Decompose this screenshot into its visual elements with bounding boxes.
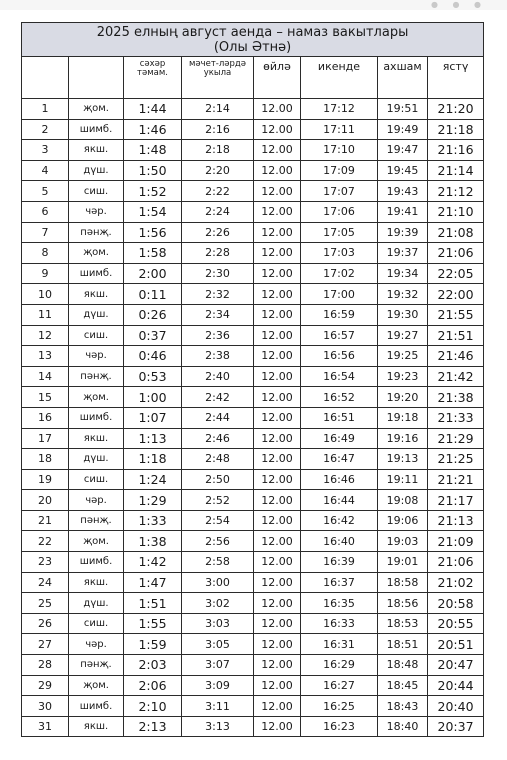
oylya-time-cell: 12.00	[254, 428, 301, 449]
weekday-cell: шимб.	[69, 552, 124, 573]
mosque-time-cell: 2:26	[182, 222, 254, 243]
mosque-time-cell: 3:00	[182, 572, 254, 593]
oylya-time-cell: 12.00	[254, 449, 301, 470]
mosque-time-cell: 2:30	[182, 263, 254, 284]
sahar-time-cell: 1:51	[124, 593, 182, 614]
ikende-time-cell: 16:56	[301, 346, 378, 367]
sahar-time-cell: 2:13	[124, 716, 182, 737]
day-number-cell: 31	[22, 716, 69, 737]
mosque-time-cell: 2:36	[182, 325, 254, 346]
mosque-time-cell: 2:34	[182, 304, 254, 325]
header-num	[22, 57, 69, 99]
weekday-cell: җом.	[69, 675, 124, 696]
ahsham-time-cell: 19:32	[378, 284, 428, 305]
yastu-time-cell: 21:21	[428, 469, 484, 490]
mosque-time-cell: 2:32	[182, 284, 254, 305]
weekday-cell: шимб.	[69, 263, 124, 284]
day-number-cell: 6	[22, 201, 69, 222]
weekday-cell: якш.	[69, 284, 124, 305]
table-row	[22, 675, 484, 696]
table-title	[22, 23, 484, 57]
toolbar-dots-icon: ● ● ●	[430, 0, 487, 9]
table-row	[22, 284, 484, 305]
oylya-time-cell: 12.00	[254, 263, 301, 284]
table-row	[22, 531, 484, 552]
ikende-time-cell: 16:31	[301, 634, 378, 655]
ikende-time-cell: 16:23	[301, 716, 378, 737]
weekday-cell: чәр.	[69, 634, 124, 655]
weekday-cell: сиш.	[69, 613, 124, 634]
mosque-time-cell: 3:07	[182, 655, 254, 676]
ahsham-time-cell: 18:53	[378, 613, 428, 634]
oylya-time-cell: 12.00	[254, 222, 301, 243]
mosque-time-cell: 3:09	[182, 675, 254, 696]
weekday-cell: сиш.	[69, 469, 124, 490]
ahsham-time-cell: 19:16	[378, 428, 428, 449]
weekday-cell: якш.	[69, 716, 124, 737]
weekday-cell: сиш.	[69, 325, 124, 346]
mosque-time-cell: 2:58	[182, 552, 254, 573]
sahar-time-cell: 1:07	[124, 407, 182, 428]
yastu-time-cell: 21:10	[428, 201, 484, 222]
sahar-time-cell: 1:48	[124, 140, 182, 161]
sahar-time-cell: 0:37	[124, 325, 182, 346]
mosque-time-cell: 2:18	[182, 140, 254, 161]
weekday-cell: якш.	[69, 428, 124, 449]
oylya-time-cell: 12.00	[254, 716, 301, 737]
oylya-time-cell: 12.00	[254, 531, 301, 552]
ahsham-time-cell: 19:37	[378, 243, 428, 264]
ahsham-time-cell: 19:08	[378, 490, 428, 511]
ahsham-time-cell: 19:45	[378, 160, 428, 181]
yastu-time-cell: 21:25	[428, 449, 484, 470]
weekday-cell: җом.	[69, 531, 124, 552]
yastu-time-cell: 22:00	[428, 284, 484, 305]
yastu-time-cell: 20:51	[428, 634, 484, 655]
ahsham-time-cell: 19:27	[378, 325, 428, 346]
oylya-time-cell: 12.00	[254, 160, 301, 181]
ahsham-time-cell: 19:06	[378, 510, 428, 531]
sahar-time-cell: 1:29	[124, 490, 182, 511]
ikende-time-cell: 16:33	[301, 613, 378, 634]
table-row	[22, 181, 484, 202]
top-strip	[0, 0, 507, 10]
sahar-time-cell: 1:13	[124, 428, 182, 449]
weekday-cell: дүш.	[69, 160, 124, 181]
weekday-cell: дүш.	[69, 304, 124, 325]
sahar-time-cell: 0:46	[124, 346, 182, 367]
weekday-cell: шимб.	[69, 119, 124, 140]
sahar-time-cell: 1:18	[124, 449, 182, 470]
ikende-time-cell: 17:05	[301, 222, 378, 243]
oylya-time-cell: 12.00	[254, 634, 301, 655]
prayer-times-sheet	[21, 22, 483, 737]
ikende-time-cell: 16:35	[301, 593, 378, 614]
sahar-time-cell: 1:38	[124, 531, 182, 552]
yastu-time-cell: 21:16	[428, 140, 484, 161]
day-number-cell: 8	[22, 243, 69, 264]
weekday-cell: җом.	[69, 387, 124, 408]
header-ahsham: ахшам	[378, 57, 428, 99]
table-row	[22, 366, 484, 387]
oylya-time-cell: 12.00	[254, 243, 301, 264]
ikende-time-cell: 17:02	[301, 263, 378, 284]
table-body	[22, 99, 484, 737]
day-number-cell: 18	[22, 449, 69, 470]
header-ikende: икенде	[301, 57, 378, 99]
weekday-cell: чәр.	[69, 201, 124, 222]
ikende-time-cell: 17:11	[301, 119, 378, 140]
sahar-time-cell: 0:26	[124, 304, 182, 325]
ikende-time-cell: 17:09	[301, 160, 378, 181]
weekday-cell: пәнҗ.	[69, 655, 124, 676]
ahsham-time-cell: 19:20	[378, 387, 428, 408]
ahsham-time-cell: 19:25	[378, 346, 428, 367]
table-row	[22, 119, 484, 140]
mosque-time-cell: 2:14	[182, 99, 254, 120]
header-mosque: мәчет-ләрдә укыла	[182, 57, 254, 99]
table-row	[22, 490, 484, 511]
day-number-cell: 16	[22, 407, 69, 428]
ahsham-time-cell: 18:51	[378, 634, 428, 655]
yastu-time-cell: 20:37	[428, 716, 484, 737]
sahar-time-cell: 2:03	[124, 655, 182, 676]
yastu-time-cell: 21:38	[428, 387, 484, 408]
day-number-cell: 3	[22, 140, 69, 161]
sahar-time-cell: 1:58	[124, 243, 182, 264]
yastu-time-cell: 21:29	[428, 428, 484, 449]
table-row	[22, 449, 484, 470]
title-line-2: (Олы Әтнә)	[213, 39, 292, 55]
table-row	[22, 222, 484, 243]
mosque-time-cell: 2:52	[182, 490, 254, 511]
sahar-time-cell: 1:52	[124, 181, 182, 202]
table-row	[22, 263, 484, 284]
oylya-time-cell: 12.00	[254, 593, 301, 614]
sahar-time-cell: 2:00	[124, 263, 182, 284]
mosque-time-cell: 2:40	[182, 366, 254, 387]
table-row	[22, 428, 484, 449]
ikende-time-cell: 16:39	[301, 552, 378, 573]
ikende-time-cell: 17:00	[301, 284, 378, 305]
yastu-time-cell: 21:08	[428, 222, 484, 243]
yastu-time-cell: 21:46	[428, 346, 484, 367]
oylya-time-cell: 12.00	[254, 572, 301, 593]
oylya-time-cell: 12.00	[254, 366, 301, 387]
oylya-time-cell: 12.00	[254, 140, 301, 161]
weekday-cell: якш.	[69, 140, 124, 161]
title-line-1: 2025 елның август аенда – намаз вакытлары	[96, 24, 409, 40]
table-row	[22, 407, 484, 428]
oylya-time-cell: 12.00	[254, 613, 301, 634]
ahsham-time-cell: 18:40	[378, 716, 428, 737]
oylya-time-cell: 12.00	[254, 181, 301, 202]
ahsham-time-cell: 18:48	[378, 655, 428, 676]
yastu-time-cell: 20:58	[428, 593, 484, 614]
yastu-time-cell: 21:12	[428, 181, 484, 202]
yastu-time-cell: 21:18	[428, 119, 484, 140]
sahar-time-cell: 1:00	[124, 387, 182, 408]
ahsham-time-cell: 18:58	[378, 572, 428, 593]
ikende-time-cell: 16:54	[301, 366, 378, 387]
yastu-time-cell: 21:55	[428, 304, 484, 325]
weekday-cell: пәнҗ.	[69, 222, 124, 243]
ikende-time-cell: 16:42	[301, 510, 378, 531]
day-number-cell: 22	[22, 531, 69, 552]
day-number-cell: 17	[22, 428, 69, 449]
header-row	[22, 57, 484, 99]
yastu-time-cell: 21:02	[428, 572, 484, 593]
mosque-time-cell: 2:48	[182, 449, 254, 470]
ikende-time-cell: 17:06	[301, 201, 378, 222]
weekday-cell: сиш.	[69, 181, 124, 202]
ahsham-time-cell: 19:03	[378, 531, 428, 552]
table-row	[22, 304, 484, 325]
yastu-time-cell: 22:05	[428, 263, 484, 284]
day-number-cell: 21	[22, 510, 69, 531]
ikende-time-cell: 16:59	[301, 304, 378, 325]
oylya-time-cell: 12.00	[254, 201, 301, 222]
mosque-time-cell: 2:50	[182, 469, 254, 490]
yastu-time-cell: 20:40	[428, 696, 484, 717]
day-number-cell: 27	[22, 634, 69, 655]
mosque-time-cell: 2:28	[182, 243, 254, 264]
day-number-cell: 12	[22, 325, 69, 346]
mosque-time-cell: 3:03	[182, 613, 254, 634]
weekday-cell: чәр.	[69, 346, 124, 367]
mosque-time-cell: 3:05	[182, 634, 254, 655]
table-row	[22, 696, 484, 717]
table-row	[22, 469, 484, 490]
sahar-time-cell: 1:33	[124, 510, 182, 531]
ahsham-time-cell: 18:43	[378, 696, 428, 717]
mosque-time-cell: 2:38	[182, 346, 254, 367]
sahar-time-cell: 1:50	[124, 160, 182, 181]
table-row	[22, 572, 484, 593]
sahar-time-cell: 1:54	[124, 201, 182, 222]
ikende-time-cell: 16:25	[301, 696, 378, 717]
mosque-time-cell: 2:20	[182, 160, 254, 181]
weekday-cell: пәнҗ.	[69, 366, 124, 387]
sahar-time-cell: 1:46	[124, 119, 182, 140]
sahar-time-cell: 1:59	[124, 634, 182, 655]
weekday-cell: чәр.	[69, 490, 124, 511]
ahsham-time-cell: 19:39	[378, 222, 428, 243]
yastu-time-cell: 21:13	[428, 510, 484, 531]
yastu-time-cell: 20:47	[428, 655, 484, 676]
ahsham-time-cell: 19:49	[378, 119, 428, 140]
table-row	[22, 552, 484, 573]
oylya-time-cell: 12.00	[254, 469, 301, 490]
yastu-time-cell: 21:42	[428, 366, 484, 387]
ahsham-time-cell: 19:47	[378, 140, 428, 161]
day-number-cell: 11	[22, 304, 69, 325]
mosque-time-cell: 2:46	[182, 428, 254, 449]
yastu-time-cell: 21:14	[428, 160, 484, 181]
ikende-time-cell: 17:10	[301, 140, 378, 161]
yastu-time-cell: 21:06	[428, 552, 484, 573]
oylya-time-cell: 12.00	[254, 284, 301, 305]
ahsham-time-cell: 19:51	[378, 99, 428, 120]
day-number-cell: 28	[22, 655, 69, 676]
oylya-time-cell: 12.00	[254, 346, 301, 367]
header-sahar: сәхәр тәмам.	[124, 57, 182, 99]
mosque-time-cell: 3:13	[182, 716, 254, 737]
ikende-time-cell: 16:27	[301, 675, 378, 696]
sahar-time-cell: 2:06	[124, 675, 182, 696]
mosque-time-cell: 3:11	[182, 696, 254, 717]
weekday-cell: дүш.	[69, 593, 124, 614]
table-row	[22, 140, 484, 161]
ikende-time-cell: 17:07	[301, 181, 378, 202]
mosque-time-cell: 2:54	[182, 510, 254, 531]
table-row	[22, 243, 484, 264]
day-number-cell: 9	[22, 263, 69, 284]
table-row	[22, 655, 484, 676]
sahar-time-cell: 2:10	[124, 696, 182, 717]
yastu-time-cell: 20:55	[428, 613, 484, 634]
mosque-time-cell: 2:56	[182, 531, 254, 552]
yastu-time-cell: 21:09	[428, 531, 484, 552]
day-number-cell: 1	[22, 99, 69, 120]
table-row	[22, 201, 484, 222]
ahsham-time-cell: 19:43	[378, 181, 428, 202]
sahar-time-cell: 1:24	[124, 469, 182, 490]
yastu-time-cell: 20:44	[428, 675, 484, 696]
ikende-time-cell: 16:52	[301, 387, 378, 408]
table-row	[22, 325, 484, 346]
ahsham-time-cell: 19:34	[378, 263, 428, 284]
yastu-time-cell: 21:17	[428, 490, 484, 511]
ahsham-time-cell: 19:13	[378, 449, 428, 470]
day-number-cell: 19	[22, 469, 69, 490]
day-number-cell: 20	[22, 490, 69, 511]
day-number-cell: 30	[22, 696, 69, 717]
day-number-cell: 4	[22, 160, 69, 181]
sahar-time-cell: 0:11	[124, 284, 182, 305]
day-number-cell: 25	[22, 593, 69, 614]
weekday-cell: дүш.	[69, 449, 124, 470]
ahsham-time-cell: 18:45	[378, 675, 428, 696]
day-number-cell: 29	[22, 675, 69, 696]
table-row	[22, 346, 484, 367]
ikende-time-cell: 16:46	[301, 469, 378, 490]
table-row	[22, 613, 484, 634]
oylya-time-cell: 12.00	[254, 325, 301, 346]
day-number-cell: 7	[22, 222, 69, 243]
sahar-time-cell: 1:56	[124, 222, 182, 243]
header-weekday	[69, 57, 124, 99]
ahsham-time-cell: 19:23	[378, 366, 428, 387]
header-oylya: өйлә	[254, 57, 301, 99]
day-number-cell: 23	[22, 552, 69, 573]
yastu-time-cell: 21:06	[428, 243, 484, 264]
ikende-time-cell: 16:29	[301, 655, 378, 676]
oylya-time-cell: 12.00	[254, 119, 301, 140]
table-row	[22, 593, 484, 614]
header-yastu: ястү	[428, 57, 484, 99]
day-number-cell: 24	[22, 572, 69, 593]
weekday-cell: шимб.	[69, 407, 124, 428]
yastu-time-cell: 21:20	[428, 99, 484, 120]
day-number-cell: 10	[22, 284, 69, 305]
ahsham-time-cell: 18:56	[378, 593, 428, 614]
ahsham-time-cell: 19:41	[378, 201, 428, 222]
table-row	[22, 99, 484, 120]
weekday-cell: якш.	[69, 572, 124, 593]
mosque-time-cell: 2:24	[182, 201, 254, 222]
weekday-cell: шимб.	[69, 696, 124, 717]
table-row	[22, 387, 484, 408]
weekday-cell: җом.	[69, 243, 124, 264]
mosque-time-cell: 2:22	[182, 181, 254, 202]
day-number-cell: 26	[22, 613, 69, 634]
ahsham-time-cell: 19:18	[378, 407, 428, 428]
sahar-time-cell: 1:55	[124, 613, 182, 634]
mosque-time-cell: 2:42	[182, 387, 254, 408]
table-row	[22, 510, 484, 531]
ikende-time-cell: 16:51	[301, 407, 378, 428]
ikende-time-cell: 16:40	[301, 531, 378, 552]
oylya-time-cell: 12.00	[254, 696, 301, 717]
weekday-cell: пәнҗ.	[69, 510, 124, 531]
oylya-time-cell: 12.00	[254, 510, 301, 531]
oylya-time-cell: 12.00	[254, 407, 301, 428]
ikende-time-cell: 17:03	[301, 243, 378, 264]
day-number-cell: 13	[22, 346, 69, 367]
sahar-time-cell: 1:47	[124, 572, 182, 593]
mosque-time-cell: 2:16	[182, 119, 254, 140]
ikende-time-cell: 16:57	[301, 325, 378, 346]
ikende-time-cell: 16:47	[301, 449, 378, 470]
prayer-times-table	[21, 22, 484, 737]
ikende-time-cell: 16:49	[301, 428, 378, 449]
ahsham-time-cell: 19:01	[378, 552, 428, 573]
sahar-time-cell: 1:44	[124, 99, 182, 120]
sahar-time-cell: 1:42	[124, 552, 182, 573]
table-row	[22, 634, 484, 655]
day-number-cell: 14	[22, 366, 69, 387]
mosque-time-cell: 2:44	[182, 407, 254, 428]
ahsham-time-cell: 19:11	[378, 469, 428, 490]
oylya-time-cell: 12.00	[254, 490, 301, 511]
ikende-time-cell: 17:12	[301, 99, 378, 120]
oylya-time-cell: 12.00	[254, 99, 301, 120]
day-number-cell: 15	[22, 387, 69, 408]
oylya-time-cell: 12.00	[254, 304, 301, 325]
oylya-time-cell: 12.00	[254, 675, 301, 696]
ahsham-time-cell: 19:30	[378, 304, 428, 325]
oylya-time-cell: 12.00	[254, 387, 301, 408]
ikende-time-cell: 16:37	[301, 572, 378, 593]
sahar-time-cell: 0:53	[124, 366, 182, 387]
day-number-cell: 5	[22, 181, 69, 202]
yastu-time-cell: 21:51	[428, 325, 484, 346]
ikende-time-cell: 16:44	[301, 490, 378, 511]
table-row	[22, 716, 484, 737]
day-number-cell: 2	[22, 119, 69, 140]
yastu-time-cell: 21:33	[428, 407, 484, 428]
oylya-time-cell: 12.00	[254, 655, 301, 676]
table-row	[22, 160, 484, 181]
weekday-cell: җом.	[69, 99, 124, 120]
mosque-time-cell: 3:02	[182, 593, 254, 614]
oylya-time-cell: 12.00	[254, 552, 301, 573]
